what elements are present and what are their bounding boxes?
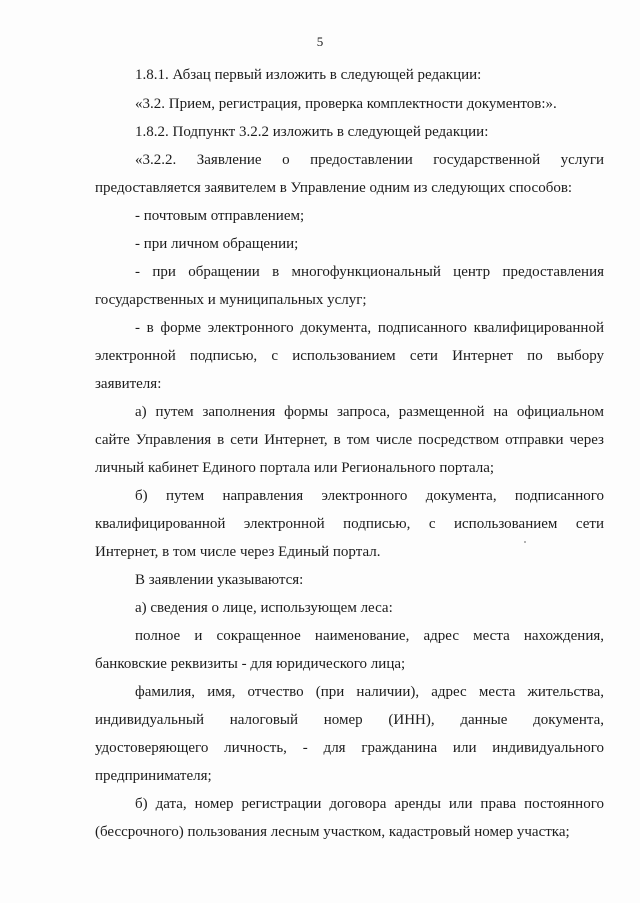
text-line: индивидуальный налоговый номер (ИНН), данные документа, <box>95 712 604 728</box>
text-line: «3.2. Прием, регистрация, проверка комплектности документов:». <box>135 96 557 112</box>
scan-speck <box>524 541 526 543</box>
text-line: а) путем заполнения формы запроса, размещенной на официальном <box>135 404 604 420</box>
text-line: банковские реквизиты - для юридического лица; <box>95 656 406 672</box>
text-line: (бессрочного) пользования лесным участком, кадастровый номер участка; <box>95 824 570 840</box>
text-line: - при личном обращении; <box>135 236 299 252</box>
text-line: сайте Управления в сети Интернет, в том числе посредством отправки через <box>95 432 604 448</box>
text-line: а) сведения о лице, использующем леса: <box>135 600 393 616</box>
text-line: - в форме электронного документа, подписанного квалифицированной <box>135 320 604 336</box>
text-line: 1.8.2. Подпункт 3.2.2 изложить в следующей редакции: <box>135 124 489 140</box>
text-line: - почтовым отправлением; <box>135 208 305 224</box>
text-line: В заявлении указываются: <box>135 572 304 588</box>
text-line: удостоверяющего личность, - для гражданина или индивидуального <box>95 740 604 756</box>
text-line: б) путем направления электронного документа, подписанного <box>135 488 604 504</box>
text-line: фамилия, имя, отчество (при наличии), адрес места жительства, <box>135 684 604 700</box>
text-line: б) дата, номер регистрации договора аренды или права постоянного <box>135 796 604 812</box>
text-line: предпринимателя; <box>95 768 212 784</box>
text-line: Интернет, в том числе через Единый портал. <box>95 544 381 560</box>
text-line: личный кабинет Единого портала или Регионального портала; <box>95 460 495 476</box>
text-line: 1.8.1. Абзац первый изложить в следующей редакции: <box>135 67 482 83</box>
text-line: «3.2.2. Заявление о предоставлении государственной услуги <box>135 152 604 168</box>
text-line: электронной подписью, с использованием сети Интернет по выбору <box>95 348 604 364</box>
text-line: полное и сокращенное наименование, адрес места нахождения, <box>135 628 604 644</box>
text-line: - при обращении в многофункциональный центр предоставления <box>135 264 604 280</box>
text-line: квалифицированной электронной подписью, с использованием сети <box>95 516 604 532</box>
text-line: предоставляется заявителем в Управление одним из следующих способов: <box>95 180 573 196</box>
text-line: заявителя: <box>95 376 162 392</box>
text-line: государственных и муниципальных услуг; <box>95 292 367 308</box>
page-number: 5 <box>316 34 324 49</box>
